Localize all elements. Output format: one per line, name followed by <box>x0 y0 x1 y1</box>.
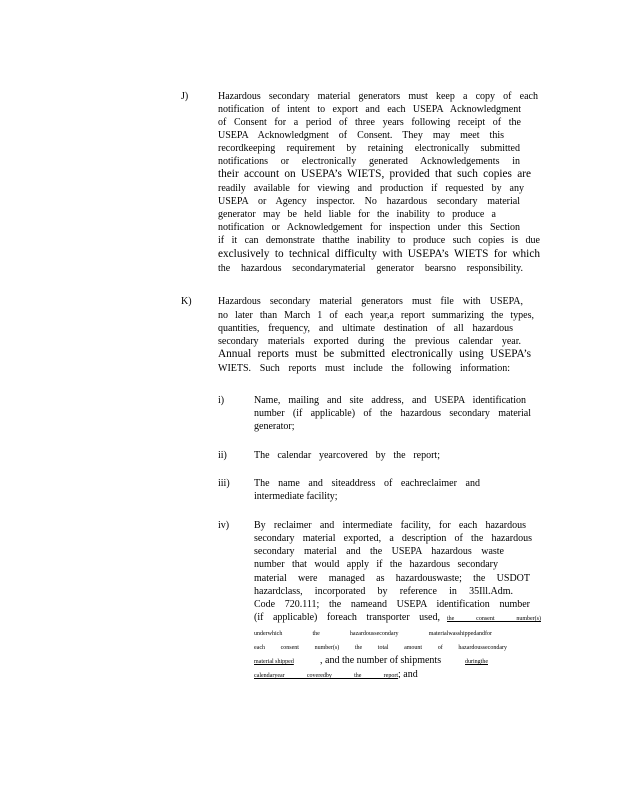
item-iv-line: secondary material exported, a description of the hazardous <box>254 533 532 544</box>
section-j-line: recordkeeping requirement by retaining electronically submitted <box>218 143 520 154</box>
item-iv-line: material were managed as hazardouswaste; the USDOT <box>254 573 530 584</box>
section-j-line: their account on USEPA’s WIETS, provided that such copies are <box>218 168 531 180</box>
section-k-line: secondary materials exported during the previous calendar year. <box>218 336 521 347</box>
item-iv-line: secondary material and the USEPA hazardous waste <box>254 546 504 557</box>
section-j-line: the hazardous secondarymaterial generator bearsno responsibility. <box>218 263 523 274</box>
section-j-line: exclusively to technical difficulty with USEPA’s WIETS for which <box>218 248 540 260</box>
section-j-line: USEPA or Agency inspector. No hazardous secondary material <box>218 196 520 207</box>
item-iii-label: iii) <box>218 478 230 489</box>
item-iv-underlined-text: material shipped <box>254 659 294 665</box>
item-iv-line: Code 720.111; the nameand USEPA identification number <box>254 599 530 610</box>
item-iv-line: , and the number of shipments <box>320 655 442 666</box>
item-i-line: number (if applicable) of the hazardous secondary material <box>254 408 531 419</box>
item-iv-line: hazardclass, incorporated by reference in 35Ill.Adm. <box>254 586 513 597</box>
section-j-line: Hazardous secondary material generators must keep a copy of each <box>218 91 538 102</box>
section-j-line: readily available for viewing and production if requested by any <box>218 183 524 194</box>
section-j-line: notification of intent to export and each USEPA Acknowledgment <box>218 104 521 115</box>
item-iv-underlined-text: the consent number(s) <box>447 616 541 622</box>
section-j-label: J) <box>181 91 189 102</box>
section-j-line: notifications or electronically generated Acknowledgements in <box>218 156 520 167</box>
item-i-label: i) <box>218 395 225 406</box>
item-iv-line: (if applicable) foreach transporter used, <box>254 612 440 623</box>
item-iv-underlined-text: duringthe <box>465 659 488 665</box>
section-k-line: WIETS. Such reports must include the following information: <box>218 363 510 374</box>
item-iv-line: By reclaimer and intermediate facility, for each hazardous <box>254 520 526 531</box>
item-iii-line: intermediate facility; <box>254 491 338 502</box>
section-j-line: notification or Acknowledgement for inspection under this Section <box>218 222 520 233</box>
section-j-line: of Consent for a period of three years following receipt of the <box>218 117 521 128</box>
item-iv-line: number that would apply if the hazardous secondary <box>254 559 498 570</box>
item-iv-underlined-text: calendaryear coveredby the report <box>254 673 398 679</box>
item-i-line: generator; <box>254 421 295 432</box>
section-j-line: USEPA Acknowledgment of Consent. They may meet this <box>218 130 504 141</box>
section-k-line: Hazardous secondary material generators must file with USEPA, <box>218 296 523 307</box>
item-i-line: Name, mailing and site address, and USEPA identification <box>254 395 526 406</box>
section-j-line: generator may be held liable for the inability to produce a <box>218 209 496 220</box>
section-k-line: no later than March 1 of each year,a report summarizing the types, <box>218 310 534 321</box>
item-iv-small-line: underwhich the hazardoussecondary materialwasshippedandfor <box>254 631 492 637</box>
item-iii-line: The name and siteaddress of eachreclaimer and <box>254 478 480 489</box>
item-iv-small-line: each consent number(s) the total amount of hazardoussecondary <box>254 645 507 651</box>
item-ii-label: ii) <box>218 450 227 461</box>
section-j-line: if it can demonstrate thatthe inability to produce such copies is due <box>218 235 540 246</box>
item-ii-line: The calendar yearcovered by the report; <box>254 450 440 461</box>
section-k-label: K) <box>181 296 192 307</box>
item-iv-line: ; and <box>398 669 418 680</box>
item-iv-label: iv) <box>218 520 230 531</box>
section-k-line: quantities, frequency, and ultimate destination of all hazardous <box>218 323 513 334</box>
section-k-line: Annual reports must be submitted electronically using USEPA’s <box>218 348 531 360</box>
